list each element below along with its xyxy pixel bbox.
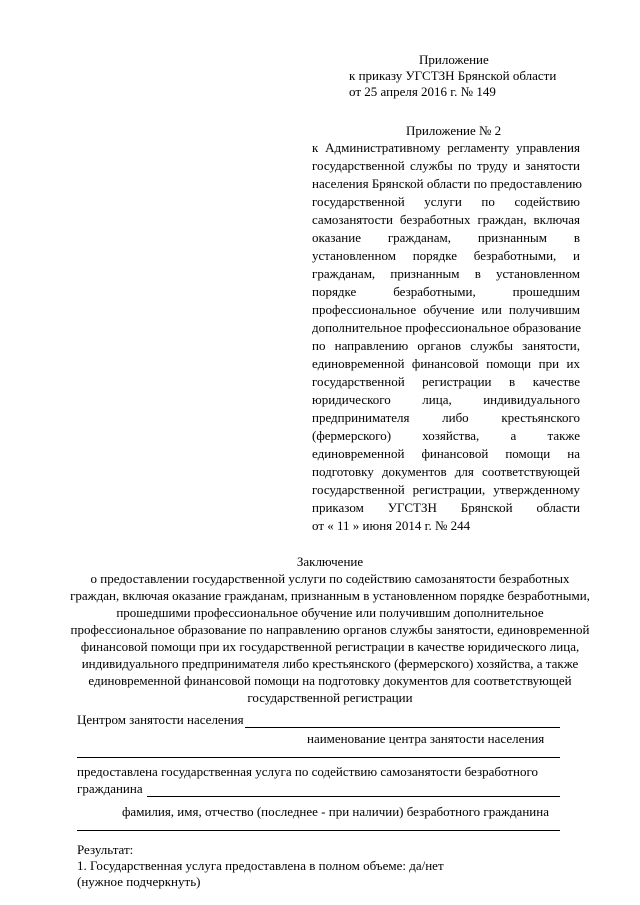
conclusion-line: граждан, включая оказание гражданам, признанным в установленном порядке безработными, — [70, 588, 590, 603]
result-item-1: 1. Государственная услуга предоставлена в полном объеме: да/нет — [77, 858, 444, 873]
service-statement: предоставлена государственная услуга по содействию самозанятости безработного — [77, 764, 538, 779]
appendix-line: предпринимателя либо крестьянского — [312, 410, 580, 425]
appendix-title: Приложение № 2 — [406, 123, 502, 138]
result-title: Результат: — [77, 842, 134, 857]
appendix-line: от « 11 » июня 2014 г. № 244 — [312, 518, 471, 533]
conclusion-line: прошедшими профессиональное обучение или получившим дополнительное — [116, 605, 544, 620]
appendix-line: приказом УГСТЗН Брянской области — [312, 500, 580, 515]
result-note: (нужное подчеркнуть) — [77, 874, 201, 889]
appendix-line: государственной услуги по содействию — [312, 194, 580, 209]
citizen-name-hint: фамилия, имя, отчество (последнее - при наличии) безработного гражданина — [122, 804, 549, 819]
appendix-line: самозанятости безработных граждан, включая — [312, 212, 580, 227]
appendix-line: подготовку документов для соответствующей — [312, 464, 580, 479]
citizen-label: гражданина — [77, 781, 143, 796]
center-name-hint: наименование центра занятости населения — [307, 731, 545, 746]
conclusion-line: единовременной финансовой помощи на подготовку документов для соответствующей — [88, 673, 572, 688]
conclusion-line: профессиональное образование по направлению органов службы занятости, единовременной — [70, 622, 590, 637]
appendix-line: по направлению органов службы занятости, — [312, 338, 580, 353]
header-order-date: от 25 апреля 2016 г. № 149 — [349, 84, 496, 99]
conclusion-line: индивидуального предпринимателя либо крестьянского (фермерского) хозяйства, а также — [81, 656, 579, 671]
appendix-line: юридического лица, индивидуального — [312, 392, 580, 407]
appendix-line: гражданам, признанным в установленном — [312, 266, 580, 281]
blank-line[interactable] — [77, 757, 560, 758]
conclusion-line: о предоставлении государственной услуги по содействию самозанятости безработных — [90, 571, 570, 586]
conclusion-title: Заключение — [296, 554, 364, 569]
header-order-ref: к приказу УГСТЗН Брянской области — [349, 68, 557, 83]
appendix-line: государственной службы по труду и занятости — [312, 158, 580, 173]
blank-line[interactable] — [77, 830, 560, 831]
appendix-line: дополнительное профессиональное образование — [312, 320, 582, 335]
appendix-line: оказание гражданам, признанным в — [312, 230, 580, 245]
center-label: Центром занятости населения — [77, 712, 244, 727]
center-name-field[interactable] — [245, 727, 560, 728]
header-appendix-label: Приложение — [419, 52, 489, 67]
appendix-line: (фермерского) хозяйства, а также — [312, 428, 580, 443]
appendix-line: установленном порядке безработными, и — [312, 248, 580, 263]
appendix-line: населения Брянской области по предоставлению — [312, 176, 582, 191]
conclusion-line: государственной регистрации — [247, 690, 413, 705]
conclusion-line: финансовой помощи при их государственной регистрации в качестве юридического лица, — [80, 639, 580, 654]
appendix-line: единовременной финансовой помощи при их — [312, 356, 580, 371]
citizen-name-field[interactable] — [147, 796, 560, 797]
appendix-line: профессиональное обучение или получившим — [312, 302, 580, 317]
appendix-line: государственной регистрации в качестве — [312, 374, 580, 389]
appendix-line: единовременной финансовой помощи на — [312, 446, 580, 461]
appendix-line: государственной регистрации, утвержденному — [312, 482, 580, 497]
appendix-line: к Административному регламенту управления — [312, 140, 580, 155]
appendix-line: порядке безработными, прошедшим — [312, 284, 580, 299]
